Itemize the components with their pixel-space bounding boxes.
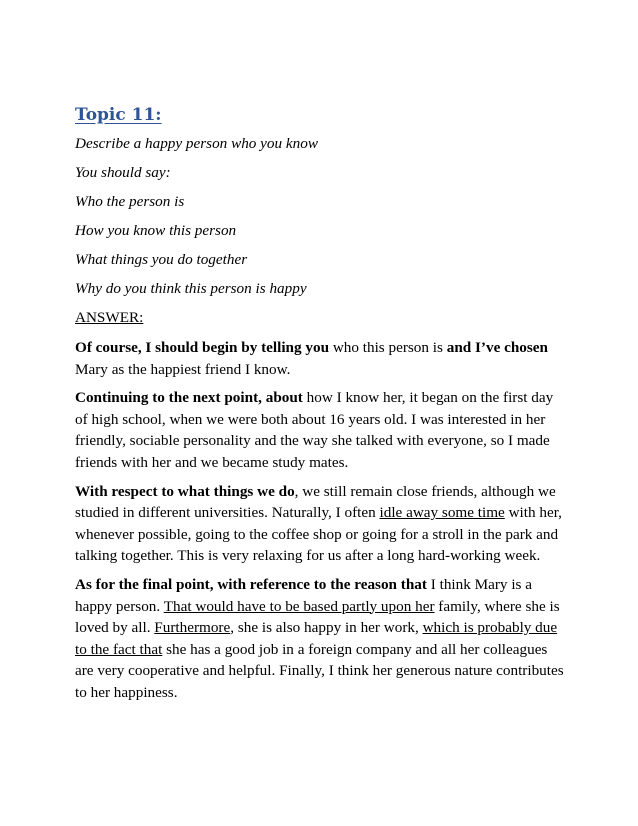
paragraph-text: , she is also happy in her work, xyxy=(230,619,423,637)
paragraph-text: family, where she is loved by all. xyxy=(75,597,560,637)
answer-paragraph-4 xyxy=(75,574,565,704)
underlined-phrase: which is probably due to the fact that xyxy=(75,619,558,658)
underlined-phrase: Furthermore xyxy=(154,619,231,637)
cue-card-point-3: What things you do together xyxy=(75,251,248,268)
answer-label: ANSWER: xyxy=(75,309,144,326)
underlined-phrase: That would have to be based partly upon her xyxy=(163,597,435,615)
paragraph-text: , we still remain close friends, although we studied in different universities. Naturally, I often xyxy=(75,482,556,522)
paragraph-text: she has a good job in a foreign company and all her colleagues are very cooperative and helpful. Finally, I think her generous nature contributes to her happiness. xyxy=(75,640,564,701)
linking-phrase: and I’ve chosen xyxy=(446,339,548,356)
answer-paragraph-1 xyxy=(75,337,565,380)
paragraph-text: Mary as the happiest friend I know. xyxy=(75,360,291,378)
paragraph-text: with her, whenever possible, going to the coffee shop or going for a stroll in the park and talking together. This is very relaxing for us after a long hard-working week. xyxy=(75,504,562,565)
linking-phrase: As for the final point, with reference to the reason that xyxy=(75,575,427,593)
cue-card-point-1: Who the person is xyxy=(75,193,185,210)
document-body xyxy=(75,104,565,711)
topic-title: Topic 11: xyxy=(75,105,162,125)
linking-phrase: With respect to what things we do xyxy=(75,482,295,500)
underlined-phrase: idle away some time xyxy=(379,504,505,522)
cue-card xyxy=(75,134,565,299)
cue-card-point-2: How you know this person xyxy=(75,222,237,239)
cue-card-point-4: Why do you think this person is happy xyxy=(75,280,307,297)
cue-card-instruction: You should say: xyxy=(75,164,171,181)
paragraph-text: who this person is xyxy=(329,339,447,356)
linking-phrase: Continuing to the next point, about xyxy=(75,389,303,407)
linking-phrase: Of course, I should begin by telling you xyxy=(75,339,330,356)
answer-paragraph-2 xyxy=(75,387,565,473)
paragraph-text: how I know her, it began on the first day of high school, when we were both about 16 years old. I was interested in her friendly, sociable personality and the way she talked with everyone, so I made friends with her and we became study mates. xyxy=(75,389,554,471)
answer-paragraph-3 xyxy=(75,481,565,567)
cue-card-question: Describe a happy person who you know xyxy=(75,135,318,152)
paragraph-text: I think Mary is a happy person. xyxy=(75,575,532,615)
